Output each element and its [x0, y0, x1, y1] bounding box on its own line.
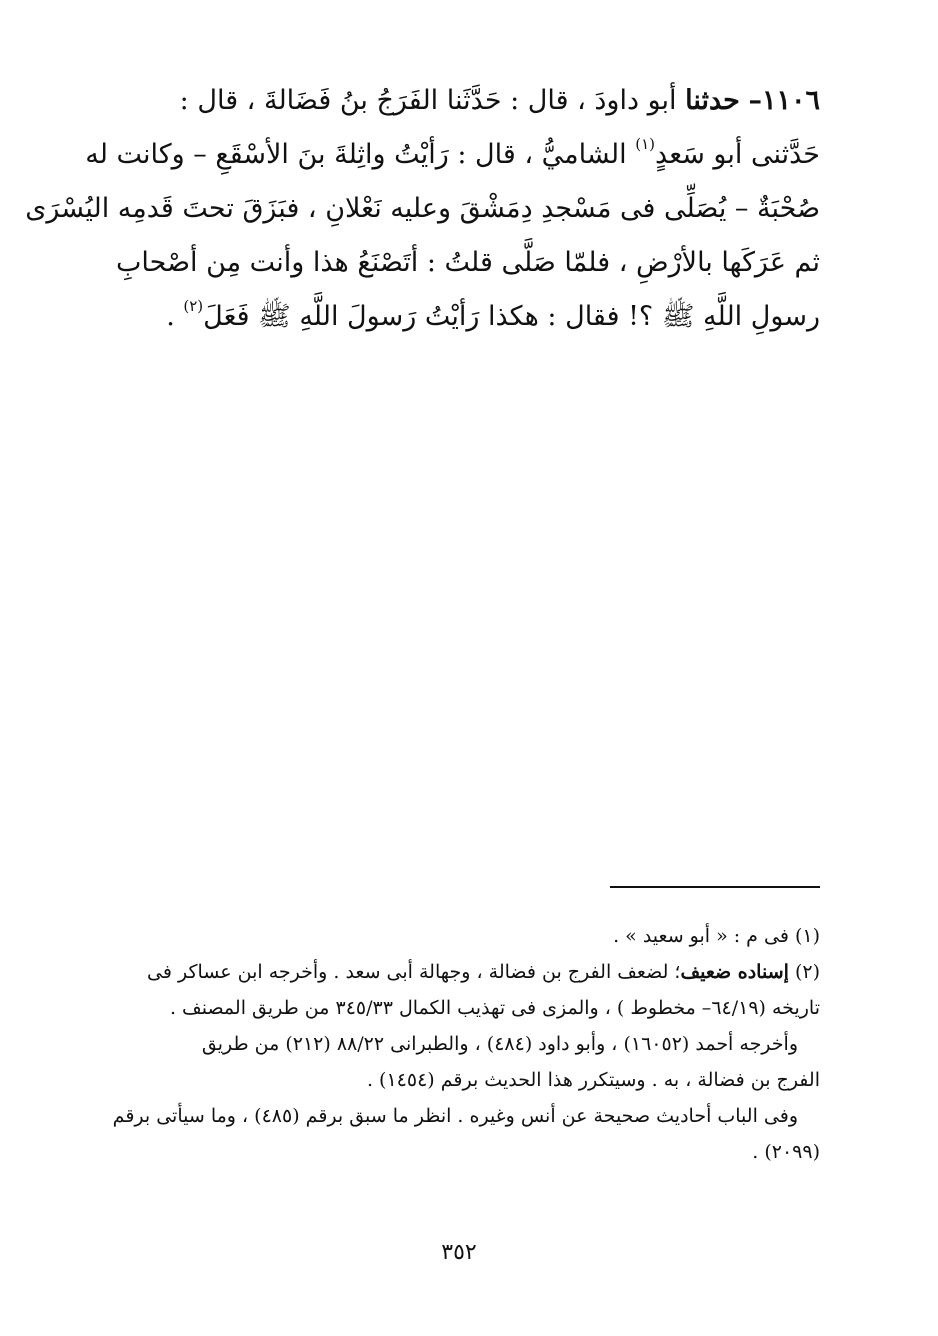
footnote-marker-1: (١) — [635, 135, 656, 153]
hadith-line-2-b: الشاميُّ ، قال : رَأيْتُ واثِلةَ بنَ الأسْقَعِ – وكانت له — [85, 139, 636, 170]
footnote-2-line-1-text: ؛ لضعف الفرج بن فضالة ، وجهالة أبى سعد . وأخرجه ابن عساكر فى — [147, 961, 681, 983]
hadith-line-1 — [108, 74, 820, 128]
hadith-number: ١١٠٦– — [748, 85, 820, 116]
footnote-1: (١) فى م : « أبو سعيد » . — [613, 925, 820, 947]
hadith-text — [25, 74, 820, 344]
hadith-line-5-b: . — [166, 301, 184, 332]
footnote-2-line-2: تاريخه (٦٤/١٩– مخطوط ) ، والمزى فى تهذيب الكمال ٣٤٥/٣٣ من طريق المصنف . — [169, 997, 820, 1019]
hadith-line-4: ثم عَرَكَها بالأرْضِ ، فلمّا صَلَّى قلتُ : أتَصْنَعُ هذا وأنت مِن أصْحابِ — [116, 247, 820, 278]
footnote-2-line-3: وأخرجه أحمد (١٦٠٥٢) ، وأبو داود (٤٨٤) ، والطبرانى ٨٨/٢٢ (٢١٢) من طريق — [201, 1033, 798, 1055]
footnote-divider — [610, 886, 820, 888]
hadith-line-2 — [85, 128, 820, 182]
page-number: ٣٥٢ — [441, 1240, 477, 1265]
hadith-opening: حدثنا — [685, 85, 740, 116]
hadith-line-5-a: رسولِ اللَّهِ ﷺ ؟! فقال : هكذا رَأيْتُ رَسولَ اللَّهِ ﷺ فَعَلَ — [203, 301, 820, 332]
hadith-line-3: صُحْبَةٌ – يُصَلِّى فى مَسْجدِ دِمَشْقَ وعليه نَعْلانِ ، فبَزَقَ تحتَ قَدمِه اليُسْرَى — [25, 193, 820, 224]
footnote-2-line-1 — [108, 954, 820, 990]
footnotes — [108, 918, 820, 1170]
footnote-2-line-6: (٢٠٩٩) . — [752, 1141, 820, 1163]
footnote-2-line-4: الفرج بن فضالة ، به . وسيتكرر هذا الحديث برقم (١٤٥٤) . — [366, 1069, 820, 1091]
footnote-marker-2: (٢) — [183, 297, 204, 315]
hadith-line-1-text: أبو داودَ ، قال : حَدَّثَنا الفَرَجُ بنُ فَضَالةَ ، قال : — [179, 85, 686, 116]
footnote-2-label: (٢) — [788, 961, 820, 983]
footnote-2-grading: إسناده ضعيف — [680, 961, 789, 983]
hadith-line-5 — [108, 290, 820, 344]
hadith-line-2-a: حَدَّثنى أبو سَعدٍ — [655, 139, 820, 170]
footnote-2-line-5: وفى الباب أحاديث صحيحة عن أنس وغيره . انظر ما سبق برقم (٤٨٥) ، وما سيأتى برقم — [112, 1105, 798, 1127]
